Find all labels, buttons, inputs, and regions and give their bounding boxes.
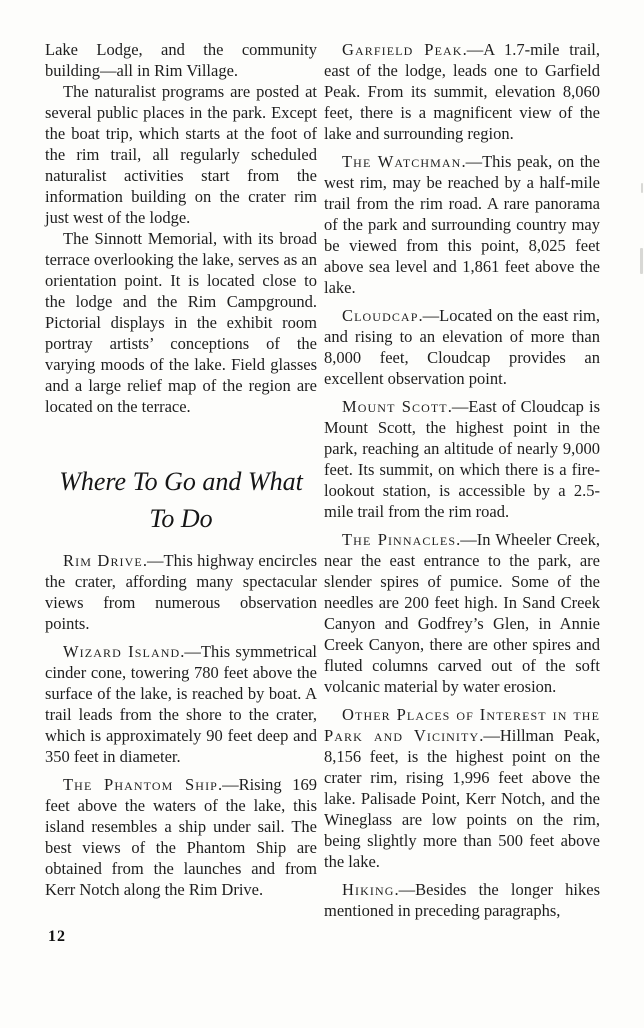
entry-other-places [324, 704, 600, 872]
entry-garfield-peak [324, 39, 600, 144]
entry-garfield-peak-lead: Garfield Peak [342, 40, 463, 59]
lead-separator: .— [142, 551, 164, 570]
entry-cloudcap-lead: Cloudcap [342, 306, 419, 325]
lead-separator: .— [394, 880, 416, 899]
scan-artifact [640, 248, 643, 274]
left-column [45, 39, 317, 900]
entry-other-places-text: Hillman Peak, 8,156 feet, is the highest point on the crater rim, rising 1,996 feet above the lake. Palisade Point, Kerr Notch, and the Wineglass are low points on the rim, being slightly more than 500 feet above the lake. [324, 726, 601, 871]
entry-rim-drive [45, 550, 317, 634]
entry-phantom-ship-text: Rising 169 feet above the waters of the lake, this island resembles a ship under sail. The best views of the Phantom Ship are obtained from the launches and from Kerr Notch along the Rim Drive. [45, 775, 317, 899]
entry-mount-scott [324, 396, 600, 522]
paragraph-sinnott-memorial: The Sinnott Memorial, with its broad terrace overlooking the lake, serves as an orientation point. It is located close to the lodge and the Rim Campground. Pictorial displays in the exhibit room portray artists’ conceptions of the varying moods of the lake. Field glasses and a large relief map of the region are located on the terrace. [45, 229, 317, 416]
entry-phantom-ship [45, 774, 317, 900]
entry-rim-drive-text: This highway encircles the crater, affording many spectacular views from numerous observation points. [45, 551, 317, 633]
entry-mount-scott-lead: Mount Scott [342, 397, 448, 416]
entry-garfield-peak-text: A 1.7-mile trail, east of the lodge, leads one to Garfield Peak. From its summit, elevation 8,060 feet, there is a magnificent view of the lake and surrounding region. [324, 40, 600, 143]
section-heading-line-1: Where To Go and What [59, 467, 303, 496]
entry-pinnacles-lead: The Pinnacles [342, 530, 457, 549]
lead-separator: .— [447, 397, 469, 416]
entry-cloudcap [324, 305, 600, 389]
lead-separator: .— [456, 530, 477, 549]
entry-wizard-island-lead: Wizard Island [63, 642, 181, 661]
entry-watchman-text: This peak, on the west rim, may be reached by a half-mile trail from the rim road. A rare panorama of the park and surrounding country may be viewed from this point, 8,025 feet above sea level and 1,861 feet above the lake. [324, 152, 601, 297]
entry-hiking [324, 879, 600, 921]
entry-hiking-text: Besides the longer hikes mentioned in preceding paragraphs, [324, 880, 600, 920]
entry-phantom-ship-lead: The Phantom Ship [63, 775, 218, 794]
lead-separator: .— [479, 726, 500, 745]
entry-pinnacles [324, 529, 600, 697]
lead-separator: .— [461, 152, 483, 171]
entry-pinnacles-text: In Wheeler Creek, near the east entrance to the park, are slender spires of pumice. Some of the needles are 200 feet high. In Sand Creek Canyon and Godfrey’s Glen, in Annie Creek Canyon, there are other spires and fluted columns carved out of the soft volcanic material by water erosion. [324, 530, 601, 696]
lead-separator: .— [180, 642, 201, 661]
right-column [324, 39, 600, 921]
entry-other-places-lead: Other Places of Interest in the Park and Vicinity [324, 705, 600, 745]
entry-rim-drive-lead: Rim Drive [63, 551, 143, 570]
lead-separator: .— [462, 40, 484, 59]
lead-separator: .— [217, 775, 239, 794]
entry-watchman-lead: The Watchman [342, 152, 462, 171]
lead-separator: .— [418, 306, 440, 325]
entry-mount-scott-text: East of Cloudcap is Mount Scott, the highest point in the park, reaching an altitude of nearly 9,000 feet. Its summit, on which there is a fire-lookout station, is accessible by a 2.5-mile trail from the rim road. [324, 397, 600, 521]
paragraph-rim-village: Lake Lodge, and the community building—all in Rim Village. [45, 40, 317, 80]
entry-cloudcap-text: Located on the east rim, and rising to an elevation of more than 8,000 feet, Cloudcap provides an excellent observation point. [324, 306, 600, 388]
page-number: 12 [48, 928, 66, 945]
section-heading-line-2: To Do [149, 504, 213, 533]
section-heading [45, 463, 317, 537]
paragraph-naturalist-programs: The naturalist programs are posted at several public places in the park. Except the boat trip, which starts at the foot of the rim trail, all regularly scheduled naturalist activities start from the information building on the crater rim just west of the lodge. [45, 82, 317, 227]
entry-wizard-island-text: This symmetrical cinder cone, towering 780 feet above the surface of the lake, is reached by boat. A trail leads from the shore to the crater, which is approximately 90 feet deep and 350 feet in diameter. [45, 642, 317, 766]
scan-artifact [641, 183, 643, 193]
entry-wizard-island [45, 641, 317, 767]
entry-watchman [324, 151, 600, 298]
entry-hiking-lead: Hiking [342, 880, 395, 899]
